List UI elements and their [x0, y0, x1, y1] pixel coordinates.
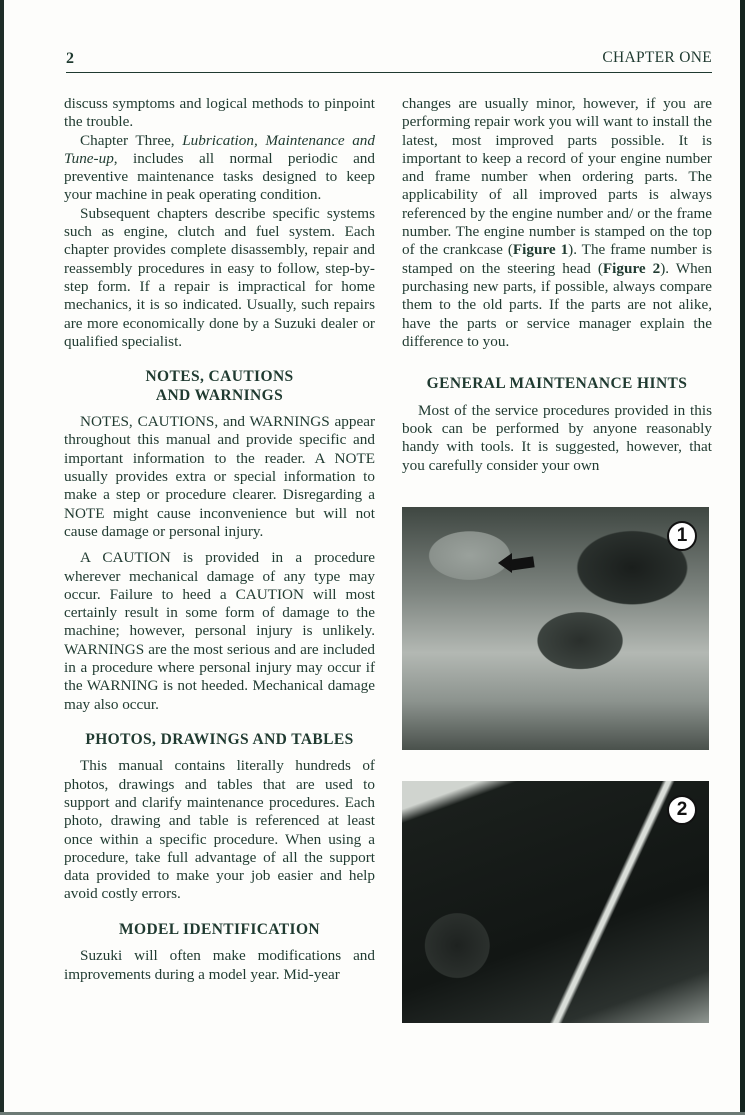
paragraph-chapter-three: Chapter Three, Lubrication, Maintenance and Tune-up, includes all normal periodic and preventive maintenance tasks designed to keep your machine in peak operating condition.: [64, 131, 375, 204]
figure-number-badge: 2: [667, 795, 697, 825]
figure-2-reference: Figure 2: [602, 259, 661, 277]
paragraph-notes: NOTES, CAUTIONS, and WARNINGS appear throughout this manual and provide specific and important information to the reader. A NOTE usually provides extra or special information to make a step or procedure clearer. Disregarding a NOTE might cause inconvenience but will not cause damage or personal injury.: [64, 413, 375, 540]
page-edge-left: [0, 0, 4, 1115]
chapter-title: CHAPTER ONE: [602, 49, 712, 66]
chapter-title-italic: Lubrication, Maintenance and Tune-up: [64, 131, 375, 167]
paragraph-subsequent-chapters: Subsequent chapters describe specific systems such as engine, clutch and fuel system. Each chapter provides complete disassembly, repair and reassembly procedures in easy to follow, step-by-step form. If a repair is impractical for home mechanics, it is so indicated. Usually, such repairs are more economically done by a Suzuki dealer or qualified specialist.: [64, 204, 375, 350]
page-number: 2: [66, 50, 74, 67]
figure-1-photo: [402, 507, 709, 750]
paragraph-maintenance-hints: Most of the service procedures provided in this book can be performed by anyone reasonably handy with tools. It is suggested, however, that you carefully consider your own: [402, 401, 712, 474]
figure-number-badge: 1: [667, 521, 697, 551]
heading-model-identification: MODEL IDENTIFICATION: [118, 920, 321, 938]
arrow-shaft: [509, 556, 534, 570]
heading-general-maintenance-hints: GENERAL MAINTENANCE HINTS: [426, 375, 688, 393]
figure-2-photo: [402, 781, 709, 1023]
left-column: [64, 95, 375, 984]
paragraph-cautions: A CAUTION is provided in a procedure wherever mechanical damage of any type may occur. Failure to heed a CAUTION will most certainly result in some form of damage to the machine; however, personal injury is unlikely. WARNINGS are the most serious and are included in a procedure where personal injury may occur if the WARNING is not heeded. Mechanical damage may also occur.: [64, 549, 375, 713]
page-edge-right: [740, 0, 745, 1115]
paragraph: discuss symptoms and logical methods to pinpoint the trouble.: [64, 95, 375, 131]
heading-notes-cautions-warnings: NOTES, CAUTIONS AND WARNINGS: [145, 368, 294, 404]
figure-1-reference: Figure 1: [512, 241, 569, 259]
paragraph-model-identification-cont: changes are usually minor, however, if you are performing repair work you will want to install the latest, most improved parts possible. It is important to keep a record of your engine number and frame number when ordering parts. The applicability of all improved parts is always referenced by the engine number and/ or the frame number. The engine number is stamped on the top of the crankcase (Figure 1). The frame number is stamped on the steering head (Figure 2). When purchasing new parts, if possible, always compare them to the old parts. If the parts are not alike, have the parts or service manager explain the difference to you.: [402, 95, 712, 350]
paragraph-model-identification: Suzuki will often make modifications and improvements during a model year. Mid-year: [64, 947, 375, 983]
right-column: [402, 95, 712, 475]
running-header: [66, 48, 712, 73]
paragraph-photos: This manual contains literally hundreds of photos, drawings and tables that are used to support and clarify maintenance procedures. Each photo, drawing and table is referenced at least once within a specific procedure. When using a procedure, take full advantage of all the support data provided to make your job easier and help avoid costly errors.: [64, 757, 375, 903]
heading-photos-drawings-tables: PHOTOS, DRAWINGS AND TABLES: [85, 730, 354, 748]
